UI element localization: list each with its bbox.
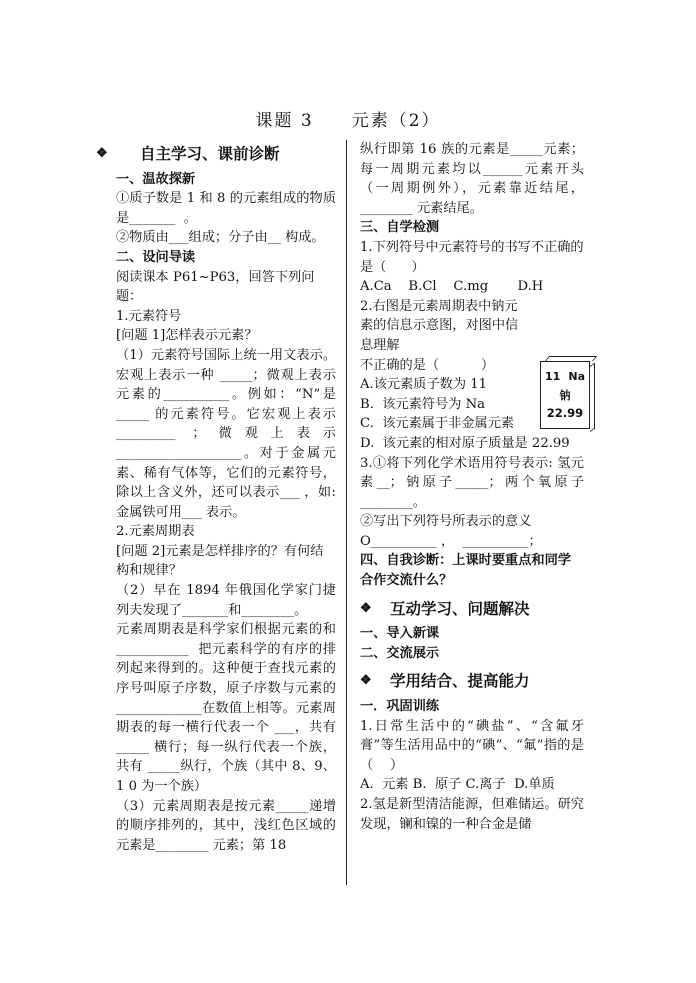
subsection-practice: 一．巩固训练 xyxy=(360,699,440,715)
left-column xyxy=(96,140,341,855)
sodium-element-card xyxy=(540,361,590,429)
question-1-text: 1.下列符号中元素符号的书写不正确的是（ ） xyxy=(360,239,584,275)
right-column xyxy=(360,140,589,834)
atomic-mass: 22.99 xyxy=(546,406,584,420)
topic-element-symbol: 1.元素符号 xyxy=(116,308,182,324)
diamond-bullet-icon: ❖ xyxy=(360,600,372,616)
question-2-text-cont: 不正确的是（ ） xyxy=(360,357,495,373)
question-1: [问题 1]怎样表示元素？ xyxy=(116,328,258,344)
subsection-review: 一、温故探新 xyxy=(116,171,196,187)
practice-question-1-options: A. 元素 B. 原子 C.离子 D.单质 xyxy=(360,777,555,793)
question-2-text: 2.右图是元素周期表中钠元素的信息示意图，对图中信息理解 xyxy=(360,298,519,353)
section-heading-self-study: ❖ 自主学习、课前诊断 xyxy=(96,144,280,163)
question-1-options: A.Ca B.Cl C.mg D.H xyxy=(360,279,544,295)
topic-periodic-table: 2.元素周期表 xyxy=(116,524,195,540)
atomic-number: 11 xyxy=(545,370,561,383)
question-3-blanks: O__________ ， __________； xyxy=(360,533,542,549)
option-c: C. 该元素属于非金属元素 xyxy=(360,416,515,432)
paragraph-periodic-table: 元素周期表是科学家们根据元素的和___________ 把元素科学的有序的排列起来得到的。这种便于查找元素的序号叫原子序数，原子序数与元素的_____________在数值上相等。元素周期表的每一横行代表一个 ___，共有 _____ 横行；每一纵行代表一个族，共有 _____纵行，个族（其中 8、9、1 0 为一个族） xyxy=(116,622,341,794)
paragraph-element-symbol: （1）元素符号国际上统一用文表示。宏观上表示一种 _____；微观上表示元素的__________。例如：“N”是_____ 的元素符号。它宏观上表示_________ ；微观上表示 ___________________。对于金属元素、稀有气体等，它们的元素符号，除以上含义外，还可以表示___ ，如: 金属铁可用___ 表示。 xyxy=(116,347,341,520)
option-a: A.该元素质子数为 11 xyxy=(360,377,487,393)
element-name: 钠 xyxy=(559,389,571,402)
diamond-bullet-icon: ❖ xyxy=(360,673,372,689)
instruction-text: 阅读课本 P61~P63，回答下列问题： xyxy=(116,269,315,305)
question-text: ②物质由___组成；分子由__ 构成。 xyxy=(116,230,325,246)
subsection-self-diagnosis: 四、自我诊断：上课时要重点和同学合作交流什么？ xyxy=(360,553,571,589)
question-2: [问题 2]元素是怎样排序的？有何结构和规律？ xyxy=(116,543,324,579)
subsection-intro: 一、导入新课 xyxy=(360,626,440,642)
option-d: D. 该元素的相对原子质量是 22.99 xyxy=(360,435,570,451)
practice-question-1: 1.日常生活中的“碘盐”、“含氟牙膏”等生活用品中的“碘”、“氟”指的是（ ） xyxy=(360,718,584,773)
subsection-self-check: 三、自学检测 xyxy=(360,220,440,236)
section-heading-application: ❖ 学用结合、提高能力 xyxy=(360,671,530,691)
subsection-guide: 二、设问导读 xyxy=(116,249,196,265)
question-3-part2: ②写出下列符号所表示的意义 xyxy=(360,514,532,530)
subsection-exchange: 二、交流展示 xyxy=(360,645,440,661)
option-b: B. 该元素符号为 Na xyxy=(360,396,485,412)
diamond-bullet-icon: ❖ xyxy=(96,146,108,161)
page-title: 课题 3 元素（2） xyxy=(255,111,441,131)
section-heading-interactive: ❖ 互动学习、问题解决 xyxy=(360,598,530,618)
question-3-text: 3.①将下列化学术语用符号表示: 氢元素__；钠原子_____；两个氧原子 ________。 xyxy=(360,455,589,510)
paragraph-order: （3）元素周期表是按元素_____递增的顺序排列的，其中，浅红色区域的元素是________ 元素；第 18 xyxy=(116,798,336,853)
paragraph-mendeleev: （2）早在 1894 年俄国化学家门捷列夫发现了_______和________。 xyxy=(116,583,336,618)
column-divider xyxy=(346,140,347,885)
practice-question-2: 2.氢是新型清洁能源，但难储运。研究发现，镧和镍的一种合金是储 xyxy=(360,797,584,832)
paragraph-groups: 纵行即第 16 族的元素是_____元素；每一周期元素均以______元素开头（一周期例外），元素靠近结尾，________ 元素结尾。 xyxy=(360,142,584,216)
question-text: ①质子数是 1 和 8 的元素组成的物质是_______ 。 xyxy=(116,191,336,226)
element-symbol: Na xyxy=(568,370,585,383)
